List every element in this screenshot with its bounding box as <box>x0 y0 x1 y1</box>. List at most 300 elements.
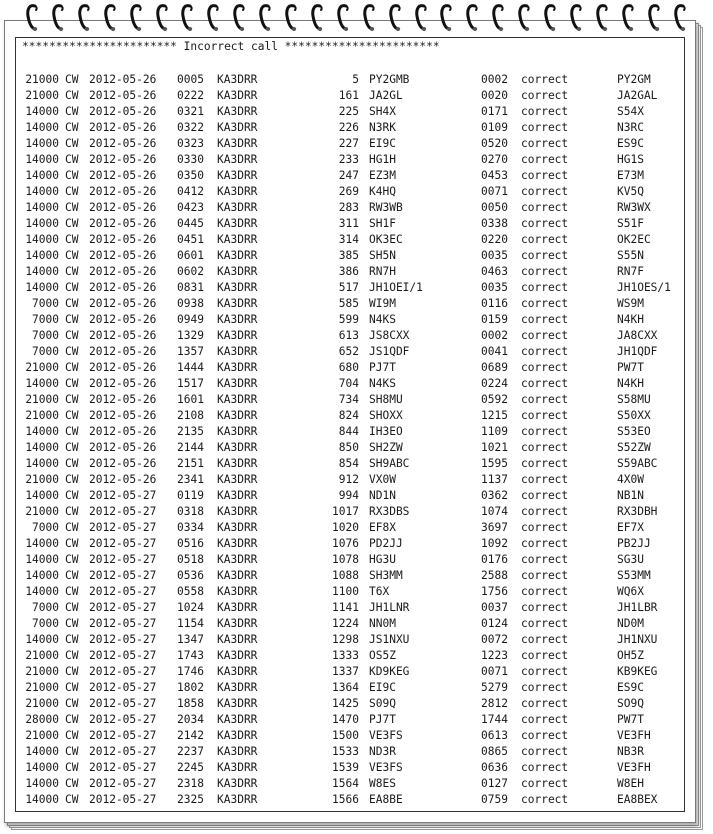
notebook-page <box>4 20 696 823</box>
table-row <box>17 216 685 232</box>
table-row <box>17 168 685 184</box>
cell-rcall: SHOXX <box>369 409 403 422</box>
cell-date: 2012-05-26 <box>89 217 157 230</box>
cell-nr: 269 <box>338 185 359 198</box>
cell-serial: 0124 <box>481 617 508 630</box>
cell-status: correct <box>521 425 569 438</box>
cell-correct: SG3U <box>617 553 644 566</box>
cell-correct: WS9M <box>617 297 644 310</box>
cell-time: 0119 <box>177 489 204 502</box>
cell-time: 0516 <box>177 537 204 550</box>
cell-correct: S50XX <box>617 409 651 422</box>
cell-status: correct <box>521 121 569 134</box>
cell-serial: 0592 <box>481 393 508 406</box>
cell-nr: 1100 <box>332 585 359 598</box>
table-row <box>17 744 685 760</box>
cell-time: 2151 <box>177 457 204 470</box>
cell-rcall: VE3FS <box>369 761 403 774</box>
cell-correct: PB2JJ <box>617 537 651 550</box>
cell-call: KA3DRR <box>217 617 258 630</box>
cell-time: 0445 <box>177 217 204 230</box>
cell-nr: 1020 <box>332 521 359 534</box>
cell-correct: WQ6X <box>617 585 644 598</box>
cell-status: correct <box>521 665 569 678</box>
cell-nr: 994 <box>338 489 359 502</box>
cell-serial: 0072 <box>481 633 508 646</box>
cell-freq: 14000 <box>25 489 59 502</box>
cell-date: 2012-05-26 <box>89 89 157 102</box>
cell-rcall: JH1LNR <box>369 601 410 614</box>
cell-rcall: SH8MU <box>369 393 403 406</box>
spiral-coil-icon <box>596 2 608 32</box>
cell-serial: 0050 <box>481 201 508 214</box>
cell-mode: CW <box>65 313 79 326</box>
table-row <box>17 264 685 280</box>
cell-rcall: VE3FS <box>369 729 403 742</box>
cell-correct: S55N <box>617 249 644 262</box>
cell-serial: 2812 <box>481 697 508 710</box>
spiral-coil-icon <box>415 2 427 32</box>
table-row <box>17 136 685 152</box>
spiral-coil-icon <box>570 2 582 32</box>
cell-call: KA3DRR <box>217 761 258 774</box>
cell-mode: CW <box>65 169 79 182</box>
cell-call: KA3DRR <box>217 217 258 230</box>
cell-rcall: PY2GMB <box>369 73 410 86</box>
cell-nr: 1141 <box>332 601 359 614</box>
spiral-coil-icon <box>518 2 530 32</box>
cell-freq: 14000 <box>25 553 59 566</box>
cell-correct: JA8CXX <box>617 329 658 342</box>
cell-date: 2012-05-27 <box>89 505 157 518</box>
cell-correct: ND0M <box>617 617 644 630</box>
cell-serial: 0035 <box>481 249 508 262</box>
cell-mode: CW <box>65 633 79 646</box>
cell-rcall: OK3EC <box>369 233 403 246</box>
cell-freq: 7000 <box>32 313 59 326</box>
cell-call: KA3DRR <box>217 89 258 102</box>
cell-freq: 21000 <box>25 729 59 742</box>
cell-date: 2012-05-26 <box>89 169 157 182</box>
cell-mode: CW <box>65 233 79 246</box>
table-row <box>17 360 685 376</box>
cell-serial: 0362 <box>481 489 508 502</box>
cell-call: KA3DRR <box>217 265 258 278</box>
cell-time: 1802 <box>177 681 204 694</box>
cell-freq: 21000 <box>25 505 59 518</box>
cell-nr: 824 <box>338 409 359 422</box>
cell-status: correct <box>521 105 569 118</box>
cell-rcall: S09Q <box>369 697 396 710</box>
cell-freq: 14000 <box>25 233 59 246</box>
cell-mode: CW <box>65 73 79 86</box>
report-title: *********************** Incorrect call *********************** <box>22 40 440 53</box>
cell-status: correct <box>521 265 569 278</box>
cell-rcall: JS1NXU <box>369 633 410 646</box>
cell-rcall: EF8X <box>369 521 396 534</box>
cell-serial: 1215 <box>481 409 508 422</box>
cell-correct: 4X0W <box>617 473 644 486</box>
cell-serial: 1223 <box>481 649 508 662</box>
cell-correct: PW7T <box>617 361 644 374</box>
table-row <box>17 552 685 568</box>
table-row <box>17 232 685 248</box>
cell-time: 0412 <box>177 185 204 198</box>
cell-mode: CW <box>65 793 79 806</box>
cell-mode: CW <box>65 217 79 230</box>
table-row <box>17 456 685 472</box>
cell-status: correct <box>521 441 569 454</box>
cell-freq: 28000 <box>25 713 59 726</box>
cell-mode: CW <box>65 521 79 534</box>
cell-serial: 0127 <box>481 777 508 790</box>
cell-status: correct <box>521 569 569 582</box>
table-row <box>17 664 685 680</box>
cell-date: 2012-05-27 <box>89 697 157 710</box>
cell-status: correct <box>521 345 569 358</box>
cell-status: correct <box>521 393 569 406</box>
cell-time: 0423 <box>177 201 204 214</box>
table-row <box>17 504 685 520</box>
cell-status: correct <box>521 281 569 294</box>
cell-serial: 1021 <box>481 441 508 454</box>
cell-serial: 0171 <box>481 105 508 118</box>
cell-correct: S53MM <box>617 569 651 582</box>
cell-freq: 21000 <box>25 697 59 710</box>
cell-correct: KB9KEG <box>617 665 658 678</box>
cell-status: correct <box>521 185 569 198</box>
cell-freq: 21000 <box>25 473 59 486</box>
cell-serial: 1137 <box>481 473 508 486</box>
cell-call: KA3DRR <box>217 441 258 454</box>
spiral-coil-icon <box>104 2 116 32</box>
cell-time: 2144 <box>177 441 204 454</box>
cell-time: 1858 <box>177 697 204 710</box>
cell-rcall: ND3R <box>369 745 396 758</box>
cell-rcall: N4KS <box>369 377 396 390</box>
cell-mode: CW <box>65 89 79 102</box>
cell-serial: 0109 <box>481 121 508 134</box>
cell-time: 2142 <box>177 729 204 742</box>
cell-status: correct <box>521 793 569 806</box>
cell-freq: 7000 <box>32 345 59 358</box>
cell-correct: RN7F <box>617 265 644 278</box>
cell-date: 2012-05-26 <box>89 409 157 422</box>
cell-mode: CW <box>65 265 79 278</box>
cell-call: KA3DRR <box>217 553 258 566</box>
cell-call: KA3DRR <box>217 281 258 294</box>
cell-status: correct <box>521 473 569 486</box>
cell-nr: 233 <box>338 153 359 166</box>
cell-serial: 1756 <box>481 585 508 598</box>
cell-rcall: JS1QDF <box>369 345 410 358</box>
cell-call: KA3DRR <box>217 793 258 806</box>
cell-status: correct <box>521 489 569 502</box>
spiral-coil-icon <box>78 2 90 32</box>
cell-nr: 734 <box>338 393 359 406</box>
table-row <box>17 344 685 360</box>
cell-call: KA3DRR <box>217 361 258 374</box>
cell-nr: 517 <box>338 281 359 294</box>
cell-serial: 0002 <box>481 329 508 342</box>
cell-status: correct <box>521 601 569 614</box>
cell-status: correct <box>521 377 569 390</box>
cell-nr: 225 <box>338 105 359 118</box>
cell-correct: S52ZW <box>617 441 651 454</box>
cell-date: 2012-05-26 <box>89 265 157 278</box>
cell-mode: CW <box>65 697 79 710</box>
cell-correct: N4KH <box>617 377 644 390</box>
cell-call: KA3DRR <box>217 489 258 502</box>
cell-status: correct <box>521 553 569 566</box>
cell-date: 2012-05-27 <box>89 569 157 582</box>
cell-nr: 613 <box>338 329 359 342</box>
table-row <box>17 616 685 632</box>
cell-date: 2012-05-26 <box>89 345 157 358</box>
cell-date: 2012-05-26 <box>89 441 157 454</box>
cell-rcall: EA8BE <box>369 793 403 806</box>
cell-freq: 14000 <box>25 121 59 134</box>
cell-nr: 1298 <box>332 633 359 646</box>
cell-correct: KV5Q <box>617 185 644 198</box>
cell-nr: 385 <box>338 249 359 262</box>
cell-serial: 2588 <box>481 569 508 582</box>
cell-time: 1444 <box>177 361 204 374</box>
cell-nr: 850 <box>338 441 359 454</box>
cell-serial: 0037 <box>481 601 508 614</box>
cell-mode: CW <box>65 729 79 742</box>
spiral-coil-icon <box>648 2 660 32</box>
cell-correct: JH1QDF <box>617 345 658 358</box>
cell-date: 2012-05-26 <box>89 201 157 214</box>
cell-nr: 1500 <box>332 729 359 742</box>
spiral-coil-icon <box>259 2 271 32</box>
cell-nr: 1364 <box>332 681 359 694</box>
cell-date: 2012-05-26 <box>89 329 157 342</box>
cell-serial: 1092 <box>481 537 508 550</box>
cell-status: correct <box>521 313 569 326</box>
cell-rcall: WI9M <box>369 297 396 310</box>
spiral-binding <box>0 0 713 34</box>
cell-rcall: RX3DBS <box>369 505 410 518</box>
cell-nr: 1470 <box>332 713 359 726</box>
cell-status: correct <box>521 681 569 694</box>
cell-nr: 652 <box>338 345 359 358</box>
cell-correct: ES9C <box>617 137 644 150</box>
cell-call: KA3DRR <box>217 569 258 582</box>
cell-nr: 314 <box>338 233 359 246</box>
cell-freq: 14000 <box>25 441 59 454</box>
cell-rcall: JA2GL <box>369 89 403 102</box>
cell-time: 0518 <box>177 553 204 566</box>
cell-date: 2012-05-27 <box>89 617 157 630</box>
cell-nr: 283 <box>338 201 359 214</box>
cell-freq: 14000 <box>25 777 59 790</box>
cell-date: 2012-05-27 <box>89 585 157 598</box>
cell-mode: CW <box>65 761 79 774</box>
cell-call: KA3DRR <box>217 409 258 422</box>
cell-mode: CW <box>65 361 79 374</box>
table-row <box>17 200 685 216</box>
cell-rcall: EZ3M <box>369 169 396 182</box>
cell-time: 0536 <box>177 569 204 582</box>
cell-correct: JH1LBR <box>617 601 658 614</box>
cell-nr: 1425 <box>332 697 359 710</box>
cell-nr: 1078 <box>332 553 359 566</box>
table-row <box>17 88 685 104</box>
cell-freq: 14000 <box>25 745 59 758</box>
cell-nr: 161 <box>338 89 359 102</box>
table-row <box>17 72 685 88</box>
cell-freq: 14000 <box>25 281 59 294</box>
cell-time: 0601 <box>177 249 204 262</box>
cell-serial: 0270 <box>481 153 508 166</box>
table-row <box>17 760 685 776</box>
spiral-coil-icon <box>181 2 193 32</box>
cell-call: KA3DRR <box>217 153 258 166</box>
cell-status: correct <box>521 505 569 518</box>
cell-time: 2245 <box>177 761 204 774</box>
cell-time: 2341 <box>177 473 204 486</box>
cell-status: correct <box>521 713 569 726</box>
cell-status: correct <box>521 233 569 246</box>
cell-nr: 227 <box>338 137 359 150</box>
cell-correct: S51F <box>617 217 644 230</box>
cell-rcall: IH3EO <box>369 425 403 438</box>
cell-rcall: JH1OEI/1 <box>369 281 423 294</box>
cell-serial: 0116 <box>481 297 508 310</box>
cell-mode: CW <box>65 473 79 486</box>
cell-status: correct <box>521 761 569 774</box>
cell-correct: EA8BEX <box>617 793 658 806</box>
cell-mode: CW <box>65 281 79 294</box>
spiral-coil-icon <box>130 2 142 32</box>
cell-date: 2012-05-27 <box>89 521 157 534</box>
cell-status: correct <box>521 729 569 742</box>
cell-correct: VE3FH <box>617 761 651 774</box>
cell-rcall: HG1H <box>369 153 396 166</box>
cell-mode: CW <box>65 617 79 630</box>
cell-date: 2012-05-27 <box>89 745 157 758</box>
cell-correct: HG1S <box>617 153 644 166</box>
cell-mode: CW <box>65 345 79 358</box>
cell-time: 2325 <box>177 793 204 806</box>
spiral-coil-icon <box>622 2 634 32</box>
cell-freq: 21000 <box>25 73 59 86</box>
cell-serial: 1074 <box>481 505 508 518</box>
cell-nr: 704 <box>338 377 359 390</box>
cell-date: 2012-05-27 <box>89 729 157 742</box>
cell-time: 1154 <box>177 617 204 630</box>
table-row <box>17 296 685 312</box>
cell-nr: 1564 <box>332 777 359 790</box>
cell-freq: 21000 <box>25 361 59 374</box>
cell-status: correct <box>521 297 569 310</box>
cell-status: correct <box>521 745 569 758</box>
cell-time: 0222 <box>177 89 204 102</box>
cell-freq: 14000 <box>25 185 59 198</box>
cell-call: KA3DRR <box>217 137 258 150</box>
cell-call: KA3DRR <box>217 249 258 262</box>
cell-call: KA3DRR <box>217 665 258 678</box>
cell-time: 1517 <box>177 377 204 390</box>
cell-nr: 1539 <box>332 761 359 774</box>
cell-correct: PY2GM <box>617 73 651 86</box>
cell-rcall: SH2ZW <box>369 441 403 454</box>
cell-serial: 0636 <box>481 761 508 774</box>
cell-date: 2012-05-26 <box>89 425 157 438</box>
cell-call: KA3DRR <box>217 313 258 326</box>
table-row <box>17 184 685 200</box>
cell-freq: 14000 <box>25 425 59 438</box>
cell-correct: S59ABC <box>617 457 658 470</box>
cell-time: 2318 <box>177 777 204 790</box>
cell-status: correct <box>521 153 569 166</box>
cell-nr: 1533 <box>332 745 359 758</box>
cell-date: 2012-05-27 <box>89 681 157 694</box>
table-row <box>17 472 685 488</box>
cell-date: 2012-05-26 <box>89 281 157 294</box>
cell-date: 2012-05-26 <box>89 457 157 470</box>
cell-correct: NB3R <box>617 745 644 758</box>
cell-date: 2012-05-27 <box>89 777 157 790</box>
cell-rcall: N4KS <box>369 313 396 326</box>
cell-freq: 21000 <box>25 665 59 678</box>
spiral-coil-icon <box>389 2 401 32</box>
cell-call: KA3DRR <box>217 729 258 742</box>
table-row <box>17 696 685 712</box>
cell-mode: CW <box>65 649 79 662</box>
cell-mode: CW <box>65 329 79 342</box>
cell-call: KA3DRR <box>217 345 258 358</box>
cell-mode: CW <box>65 489 79 502</box>
cell-correct: NB1N <box>617 489 644 502</box>
cell-time: 1347 <box>177 633 204 646</box>
cell-mode: CW <box>65 585 79 598</box>
cell-freq: 21000 <box>25 89 59 102</box>
cell-freq: 14000 <box>25 217 59 230</box>
table-row <box>17 536 685 552</box>
report-rows <box>17 72 685 808</box>
cell-date: 2012-05-27 <box>89 489 157 502</box>
cell-call: KA3DRR <box>217 473 258 486</box>
cell-date: 2012-05-26 <box>89 377 157 390</box>
table-row <box>17 440 685 456</box>
cell-nr: 844 <box>338 425 359 438</box>
cell-rcall: N3RK <box>369 121 396 134</box>
cell-call: KA3DRR <box>217 105 258 118</box>
cell-status: correct <box>521 201 569 214</box>
cell-mode: CW <box>65 681 79 694</box>
table-row <box>17 728 685 744</box>
cell-correct: S58MU <box>617 393 651 406</box>
cell-status: correct <box>521 329 569 342</box>
cell-call: KA3DRR <box>217 457 258 470</box>
table-row <box>17 488 685 504</box>
cell-correct: N3RC <box>617 121 644 134</box>
cell-status: correct <box>521 137 569 150</box>
table-row <box>17 648 685 664</box>
cell-time: 0318 <box>177 505 204 518</box>
spiral-coil-icon <box>52 2 64 32</box>
spiral-coil-icon <box>285 2 297 32</box>
cell-freq: 14000 <box>25 265 59 278</box>
cell-serial: 0159 <box>481 313 508 326</box>
cell-freq: 7000 <box>32 297 59 310</box>
cell-mode: CW <box>65 457 79 470</box>
spiral-coil-icon <box>363 2 375 32</box>
cell-time: 1746 <box>177 665 204 678</box>
